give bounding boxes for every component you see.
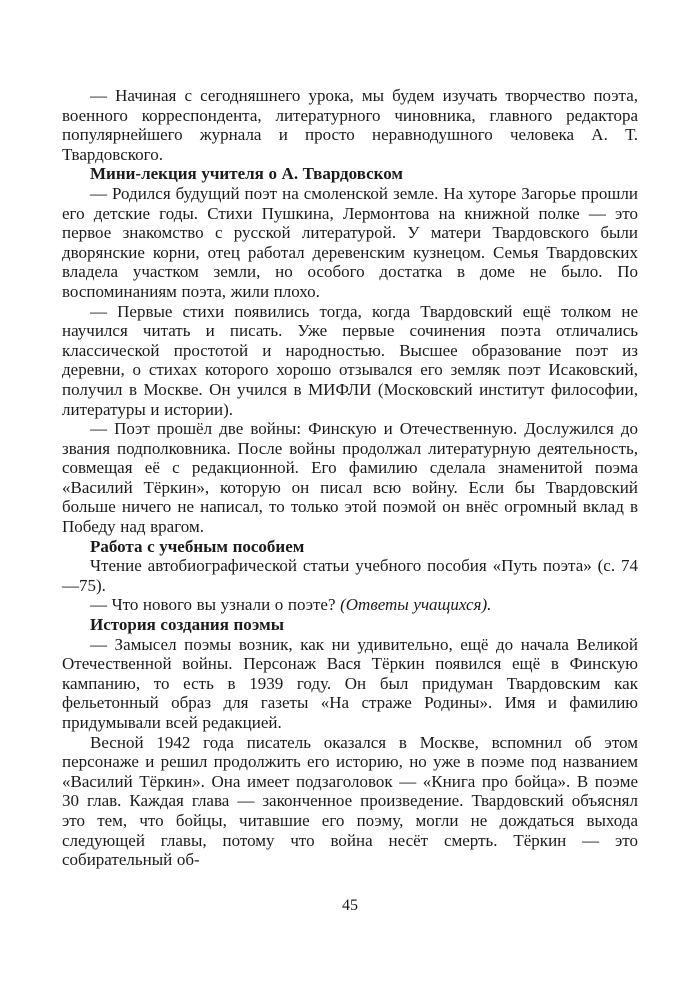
paragraph-poem-1942: Весной 1942 года писатель оказался в Москве, вспомнил об этом персонаже и решил продолжить его историю, но уже в поэме под названием «Василий Тёркин». Она имеет подзаголовок — «Книга про бойца». В поэме 30 глав. Каждая глава — законченное произведение. Твардовский объяснял это тем, что бойцы, читавшие его поэму, могли не дождаться выхода следующей главы, потому что война несёт смерть. Тёркин — это собирательный об-: [62, 732, 638, 870]
page-number: 45: [342, 897, 358, 914]
paragraph-two-wars: — Поэт прошёл две войны: Финскую и Отечественную. Дослужился до звания подполковника. После войны продолжал литературную деятельность, совмещая её с редакционной. Его фамилию сделала знаменитой поэма «Василий Тёркин», которую он писал всю войну. Если бы Твардовский больше ничего не написал, то только этой поэмой он внёс огромный вклад в Победу над врагом.: [62, 419, 638, 537]
paragraph-question: [62, 595, 638, 615]
paragraph-lesson-intro: — Начиная с сегодняшнего урока, мы будем изучать творчество поэта, военного корреспондента, литературного чиновника, главного редактора популярнейшего журнала и просто неравнодушного человека А. Т. Твардовского.: [62, 86, 638, 164]
students-answers-note: (Ответы учащихся).: [340, 595, 492, 615]
paragraph-poet-birth: — Родился будущий поэт на смоленской земле. На хуторе Загорье прошли его детские годы. Стихи Пушкина, Лермонтова на книжной полке — это первое знакомство с русской литературой. У матери Твардовского были дворянские корни, отец работал деревенским кузнецом. Семья Твардовских владела участком земли, но особого достатка в доме не было. По воспоминаниям поэта, жили плохо.: [62, 183, 638, 301]
heading-textbook-work: Работа с учебным пособием: [90, 536, 305, 556]
paragraph-first-poems: — Первые стихи появились тогда, когда Твардовский ещё толком не научился читать и писать. Уже первые сочинения поэта отличались классической простотой и народностью. Высшее образование поэт из деревни, о стихах которого хорошо отзывался его земляк поэт Исаковский, получил в Москве. Он учился в МИФЛИ (Московский институт философии, литературы и истории).: [62, 301, 638, 419]
heading-poem-history: История создания поэмы: [90, 615, 285, 635]
page-text: [62, 86, 638, 870]
question-text: — Что нового вы узнали о поэте?: [90, 595, 341, 615]
paragraph-textbook-reading: Чтение автобиографической статьи учебного пособия «Путь поэта» (с. 74—75).: [62, 556, 638, 595]
paragraph-poem-origin: — Замысел поэмы возник, как ни удивительно, ещё до начала Великой Отечественной войны. Персонаж Вася Тёркин появился ещё в Финскую кампанию, то есть в 1939 году. Он был придуман Твардовским как фельетонный образ для газеты «На страже Родины». Имя и фамилию придумывали всей редакцией.: [62, 634, 638, 732]
heading-mini-lecture: Мини-лекция учителя о А. Твардовском: [90, 164, 403, 184]
